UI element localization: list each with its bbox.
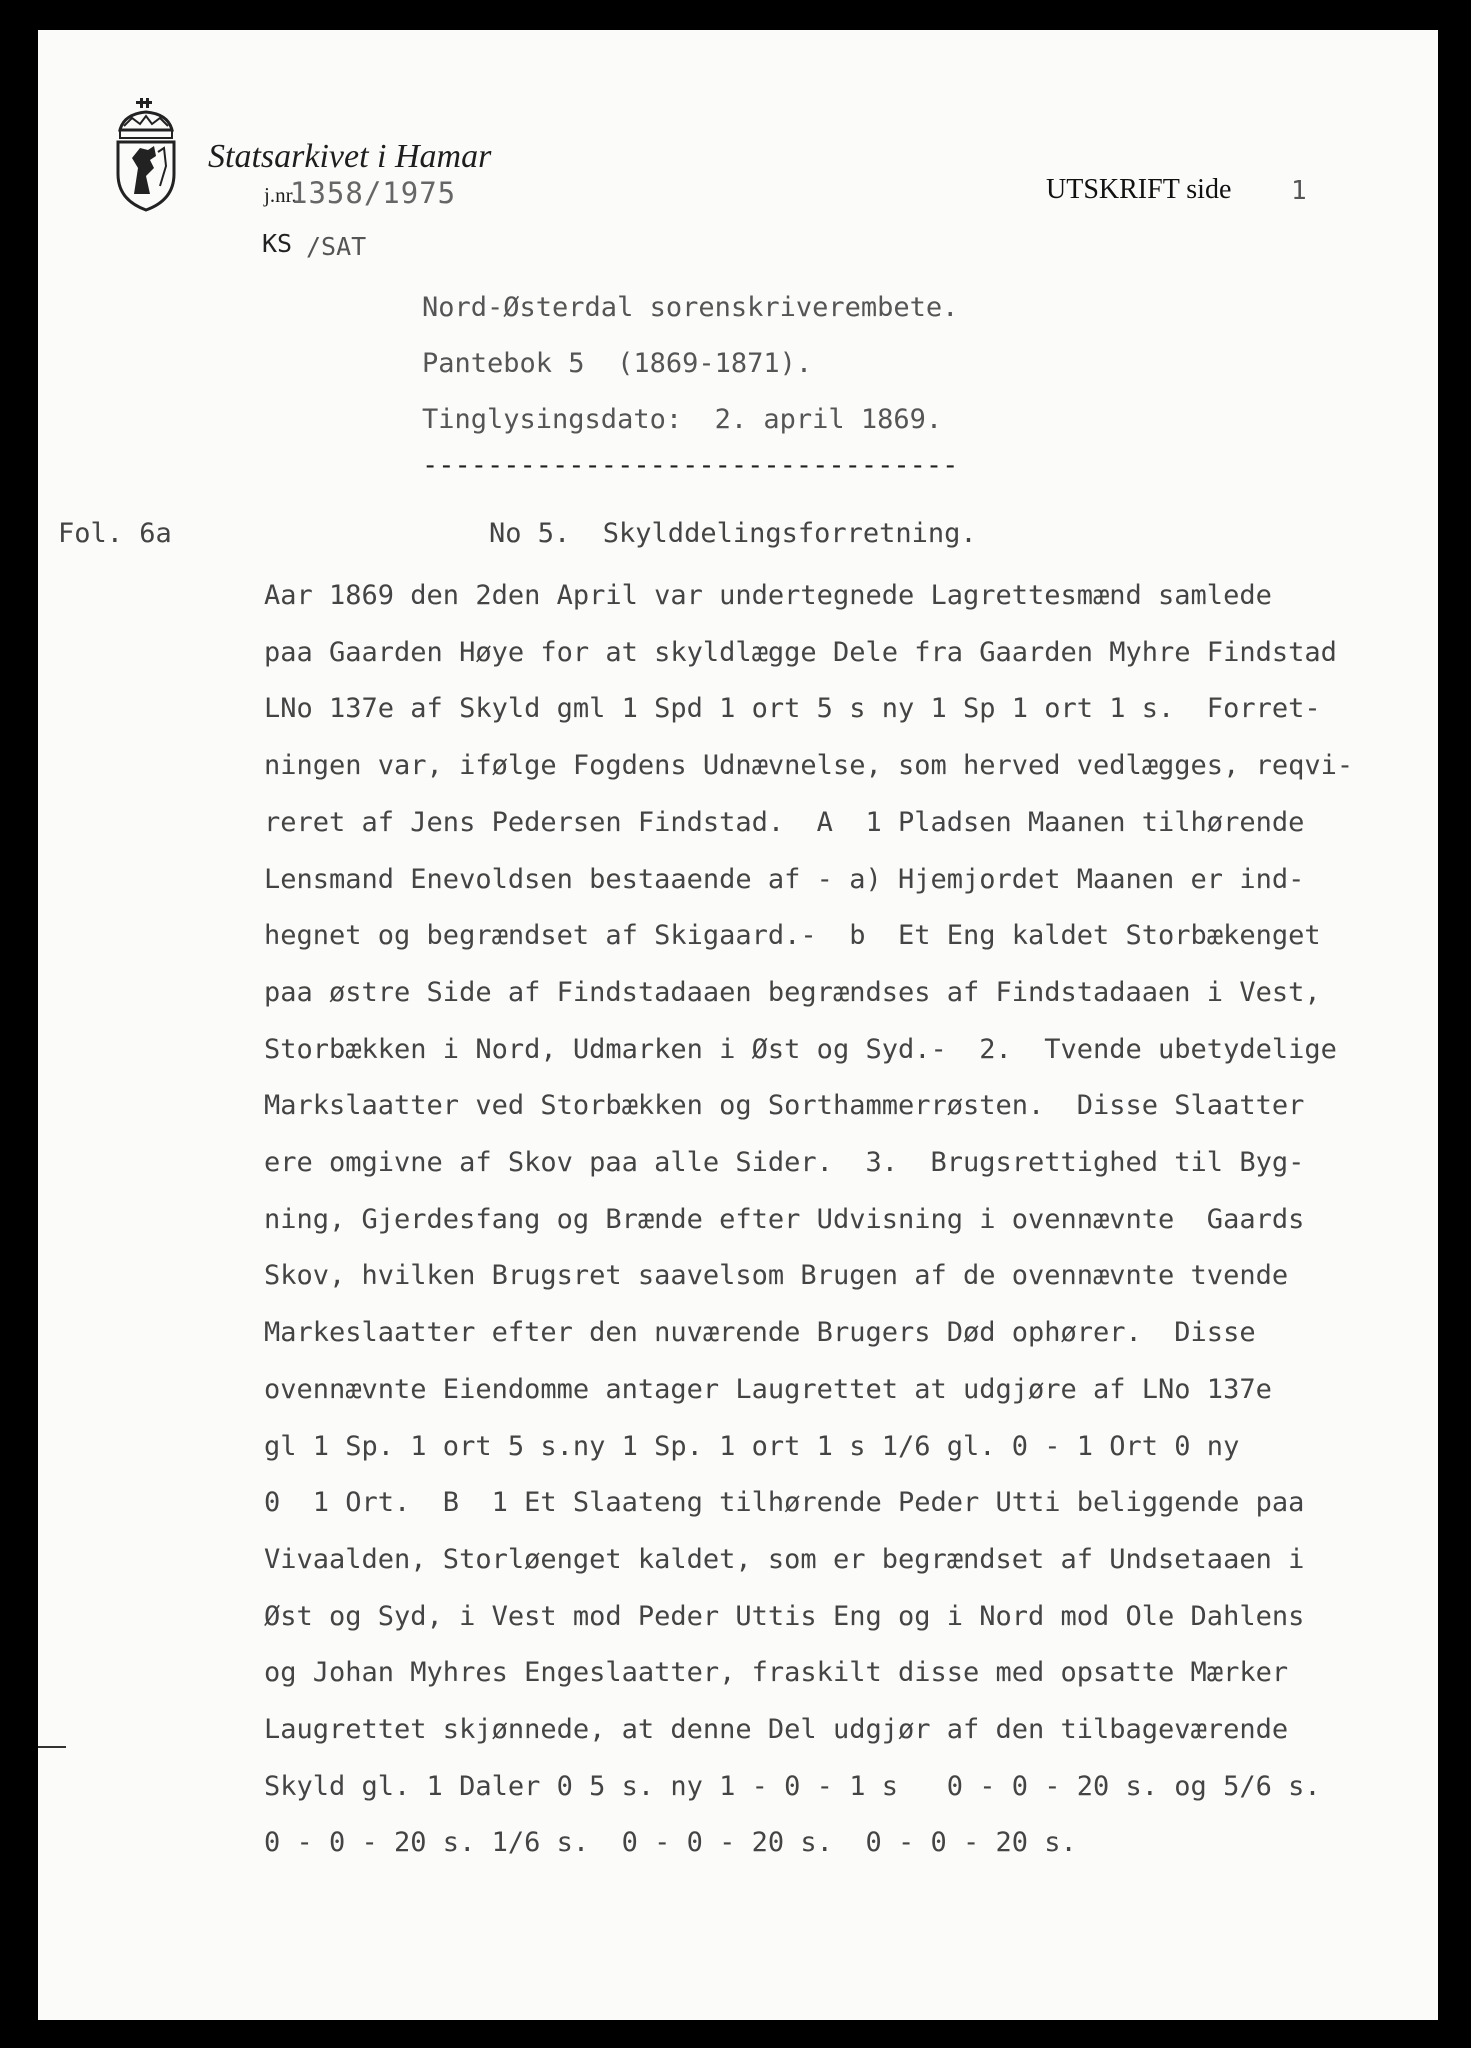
- record-office: Nord-Østerdal sorenskriverembete.: [422, 292, 959, 323]
- text-line: Aar 1869 den 2den April var undertegnede Lagrettesmænd samlede: [264, 580, 1272, 611]
- text-line: hegnet og begrændset af Skigaard.- b Et Eng kaldet Storbækenget: [264, 920, 1321, 952]
- text-line: LNo 137e af Skyld gml 1 Spd 1 ort 5 s ny 1 Sp 1 ort 1 s. Forret-: [264, 693, 1321, 725]
- ks-initials: KS: [262, 229, 293, 258]
- text-line: Vivaalden, Storløenget kaldet, som er begrændset af Undsetaaen i: [264, 1543, 1305, 1575]
- page-number: 1: [1291, 176, 1307, 206]
- text-line: paa østre Side af Findstadaaen begrændses af Findstadaaen i Vest,: [264, 976, 1321, 1008]
- text-line: Markeslaatter efter den nuværende Brugers Død ophører. Disse: [264, 1317, 1256, 1349]
- entry-heading: No 5. Skylddelingsforretning.: [489, 518, 977, 549]
- text-line: paa Gaarden Høye for at skyldlægge Dele fra Gaarden Myhre Findstad: [264, 636, 1337, 668]
- coat-of-arms-icon: [110, 96, 182, 214]
- text-line: ovennævnte Eiendomme antager Laugrettet at udgjøre af LNo 137e: [264, 1373, 1272, 1405]
- text-line: Skov, hvilken Brugsret saavelsom Brugen af de ovennævnte tvende: [264, 1260, 1289, 1292]
- text-line: Lensmand Enevoldsen bestaaende af - a) Hjemjordet Maanen er ind-: [264, 863, 1305, 895]
- text-line: 0 1 Ort. B 1 Et Slaateng tilhørende Peder Utti beliggende paa: [264, 1487, 1305, 1519]
- text-line: ning, Gjerdesfang og Brænde efter Udvisning i ovennævnte Gaards: [264, 1203, 1305, 1235]
- text-line: Øst og Syd, i Vest mod Peder Uttis Eng og i Nord mod Ole Dahlens: [264, 1600, 1305, 1632]
- text-line: ningen var, ifølge Fogdens Udnævnelse, som herved vedlægges, reqvi-: [264, 750, 1354, 782]
- folio-reference: Fol. 6a: [58, 518, 172, 549]
- record-date: Tinglysingsdato: 2. april 1869.: [422, 404, 943, 435]
- utskrift-label: UTSKRIFT side: [1046, 174, 1232, 205]
- text-line: Skyld gl. 1 Daler 0 5 s. ny 1 - 0 - 1 s 0 - 0 - 20 s. og 5/6 s.: [264, 1770, 1321, 1802]
- text-line: Markslaatter ved Storbækken og Sorthammerrøsten. Disse Slaatter: [264, 1090, 1305, 1122]
- text-line: ere omgivne af Skov paa alle Sider. 3. Brugsrettighed til Byg-: [264, 1147, 1305, 1178]
- text-line: Laugrettet skjønnede, at denne Del udgjør af den tilbageværende: [264, 1714, 1289, 1745]
- margin-mark: [38, 1746, 66, 1748]
- archive-name: Statsarkivet i Hamar: [208, 138, 492, 175]
- document-page: [38, 30, 1438, 2020]
- text-line: gl 1 Sp. 1 ort 5 s.ny 1 Sp. 1 ort 1 s 1/6 gl. 0 - 1 Ort 0 ny: [264, 1430, 1240, 1462]
- record-book: Pantebok 5 (1869-1871).: [422, 348, 813, 379]
- text-line: reret af Jens Pedersen Findstad. A 1 Pladsen Maanen tilhørende: [264, 806, 1305, 838]
- text-line: og Johan Myhres Engeslaatter, fraskilt disse med opsatte Mærker: [264, 1657, 1289, 1689]
- journal-number-value: 1358/1975: [290, 176, 457, 210]
- ks-suffix: /SAT: [306, 232, 367, 261]
- text-line: 0 - 0 - 20 s. 1/6 s. 0 - 0 - 20 s. 0 - 0 - 20 s.: [264, 1827, 1077, 1859]
- journal-number-label: j.nr.: [264, 183, 297, 207]
- separator-line: ---------------------------------: [422, 450, 959, 481]
- text-line: Storbækken i Nord, Udmarken i Øst og Syd.- 2. Tvende ubetydelige: [264, 1033, 1337, 1065]
